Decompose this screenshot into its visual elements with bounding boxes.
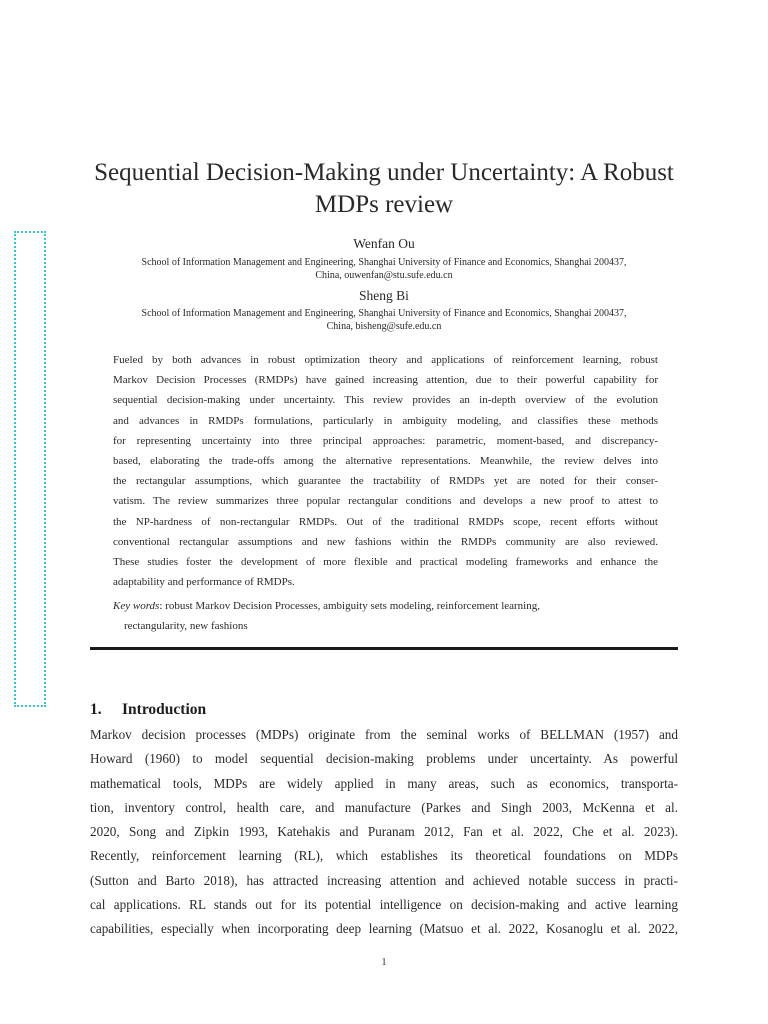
author-affiliation-2 bbox=[100, 307, 668, 333]
abstract-line: and advances in RMDPs formulations, particularly in ambiguity modeling, and classifies these methods bbox=[113, 414, 658, 427]
paper-title bbox=[84, 157, 684, 221]
author-affiliation-1 bbox=[100, 256, 668, 282]
body-line: mathematical tools, MDPs are widely applied in many areas, such as economics, transporta- bbox=[90, 775, 678, 791]
body-line: cal applications. RL stands out for its potential intelligence on decision-making and active learning bbox=[90, 897, 678, 913]
affiliation-2-line-1: School of Information Management and Engineering, Shanghai University of Finance and Economics, Shanghai 200437, bbox=[141, 308, 627, 319]
section-title: Introduction bbox=[122, 701, 207, 718]
abstract-line: for representing uncertainty into three principal approaches: parametric, moment-based, and discrepancy- bbox=[113, 434, 658, 447]
keywords-label: Key words bbox=[113, 600, 160, 612]
abstract-line: conventional rectangular assumptions and new fashions within the RMDPs community are also reviewed. bbox=[113, 535, 658, 548]
keywords-line-2: rectangularity, new fashions bbox=[124, 620, 248, 632]
page-number: 1 bbox=[381, 957, 387, 968]
affiliation-1-line-1: School of Information Management and Engineering, Shanghai University of Finance and Economics, Shanghai 200437, bbox=[141, 257, 627, 268]
body-line: tion, inventory control, health care, and manufacture (Parkes and Singh 2003, McKenna et al. bbox=[90, 799, 678, 815]
body-line: 2020, Song and Zipkin 1993, Katehakis and Puranam 2012, Fan et al. 2022, Che et al. 2023). bbox=[90, 824, 678, 840]
body-line: Recently, reinforcement learning (RL), which establishes its theoretical foundations on MDPs bbox=[90, 848, 678, 864]
abstract-line: These studies foster the development of more flexible and practical modeling frameworks and enhance the bbox=[113, 556, 658, 569]
abstract-line: vatism. The review summarizes three popular rectangular conditions and develops a new proof to attest to bbox=[113, 495, 658, 508]
keywords-line-1: : robust Markov Decision Processes, ambiguity sets modeling, reinforcement learning, bbox=[159, 600, 540, 612]
title-line-2: MDPs review bbox=[314, 191, 454, 218]
section-number: 1. bbox=[90, 701, 102, 718]
body-line: Howard (1960) to model sequential decision-making problems under uncertainty. As powerful bbox=[90, 751, 678, 767]
introduction-body bbox=[90, 723, 678, 942]
margin-annotation-box bbox=[14, 231, 46, 707]
author-name-1: Wenfan Ou bbox=[353, 236, 415, 251]
abstract-line: sequential decision-making under uncertainty. This review provides an in-depth overview of the evolution bbox=[113, 394, 658, 407]
affiliation-2-line-2: China, bisheng@sufe.edu.cn bbox=[326, 321, 442, 332]
abstract-line: Markov Decision Processes (RMDPs) have gained increasing attention, due to their powerful capability for bbox=[113, 374, 658, 387]
affiliation-1-line-2: China, ouwenfan@stu.sufe.edu.cn bbox=[315, 270, 453, 281]
abstract-line: Fueled by both advances in robust optimization theory and applications of reinforcement learning, robust bbox=[113, 354, 658, 366]
abstract-line: the NP-hardness of non-rectangular RMDPs. Out of the traditional RMDPs scope, recent efforts without bbox=[113, 515, 658, 528]
abstract bbox=[113, 350, 658, 592]
title-line-1: Sequential Decision-Making under Uncertainty: A Robust bbox=[94, 159, 674, 186]
body-line: capabilities, especially when incorporating deep learning (Matsuo et al. 2022, Kosanoglu et al. 2022, bbox=[90, 921, 678, 937]
abstract-line: adaptability and performance of RMDPs. bbox=[113, 576, 295, 589]
abstract-line: based, elaborating the trade-offs among the alternative representations. Meanwhile, the review delves into bbox=[113, 455, 658, 468]
abstract-divider-rule bbox=[90, 647, 678, 650]
body-line: (Sutton and Barto 2018), has attracted increasing attention and achieved notable success in practi- bbox=[90, 872, 678, 888]
section-heading-introduction bbox=[90, 701, 206, 719]
abstract-line: the rectangular assumptions, which guarantee the tractability of RMDPs yet are noted for their conser- bbox=[113, 475, 658, 488]
keywords bbox=[113, 596, 658, 636]
body-line: Markov decision processes (MDPs) originate from the seminal works of BELLMAN (1957) and bbox=[90, 727, 678, 742]
author-name-2: Sheng Bi bbox=[359, 288, 409, 303]
